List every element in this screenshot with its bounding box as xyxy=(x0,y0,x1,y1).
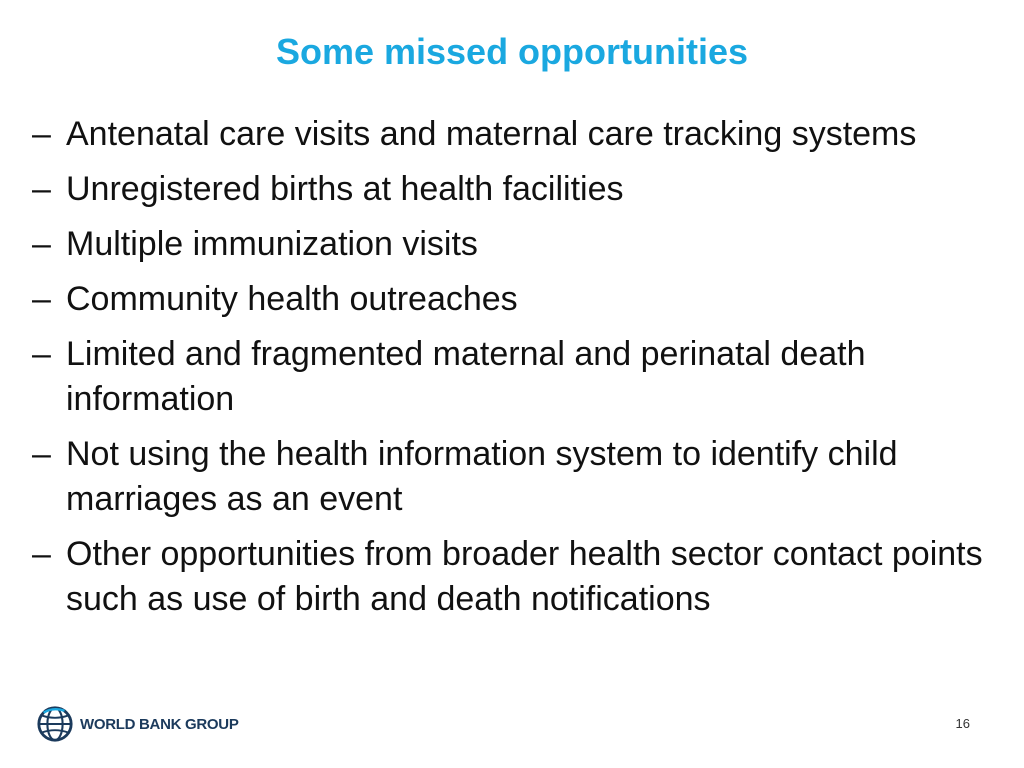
bullet-dash: – xyxy=(32,435,51,473)
bullet-item xyxy=(32,532,1002,622)
bullet-item xyxy=(32,432,1002,522)
bullet-dash: – xyxy=(32,115,51,153)
bullet-dash: – xyxy=(32,535,51,573)
bullet-item xyxy=(32,167,1002,212)
bullet-item xyxy=(32,222,1002,267)
slide-title: Some missed opportunities xyxy=(275,31,749,72)
bullet-text: Limited and fragmented maternal and perinatal death information xyxy=(66,335,866,418)
bullet-item xyxy=(32,112,1002,157)
logo-text: WORLD BANK GROUP xyxy=(80,715,239,733)
bullet-item xyxy=(32,332,1002,422)
bullet-dash: – xyxy=(32,280,51,318)
bullet-text: Unregistered births at health facilities xyxy=(66,170,624,208)
bullet-text: Community health outreaches xyxy=(66,280,518,318)
bullet-text: Multiple immunization visits xyxy=(66,225,478,263)
bullet-dash: – xyxy=(32,225,51,263)
page-number: 16 xyxy=(955,716,970,731)
bullet-item xyxy=(32,277,1002,322)
bullet-dash: – xyxy=(32,335,51,373)
bullet-text: Antenatal care visits and maternal care tracking systems xyxy=(66,115,917,153)
bullet-text: Not using the health information system to identify child marriages as an event xyxy=(66,435,898,518)
bullet-list xyxy=(32,112,1002,632)
bullet-dash: – xyxy=(32,170,51,208)
bullet-text: Other opportunities from broader health sector contact points such as use of birth and death notifications xyxy=(66,535,983,618)
world-bank-logo xyxy=(36,702,239,746)
globe-icon xyxy=(36,705,74,743)
